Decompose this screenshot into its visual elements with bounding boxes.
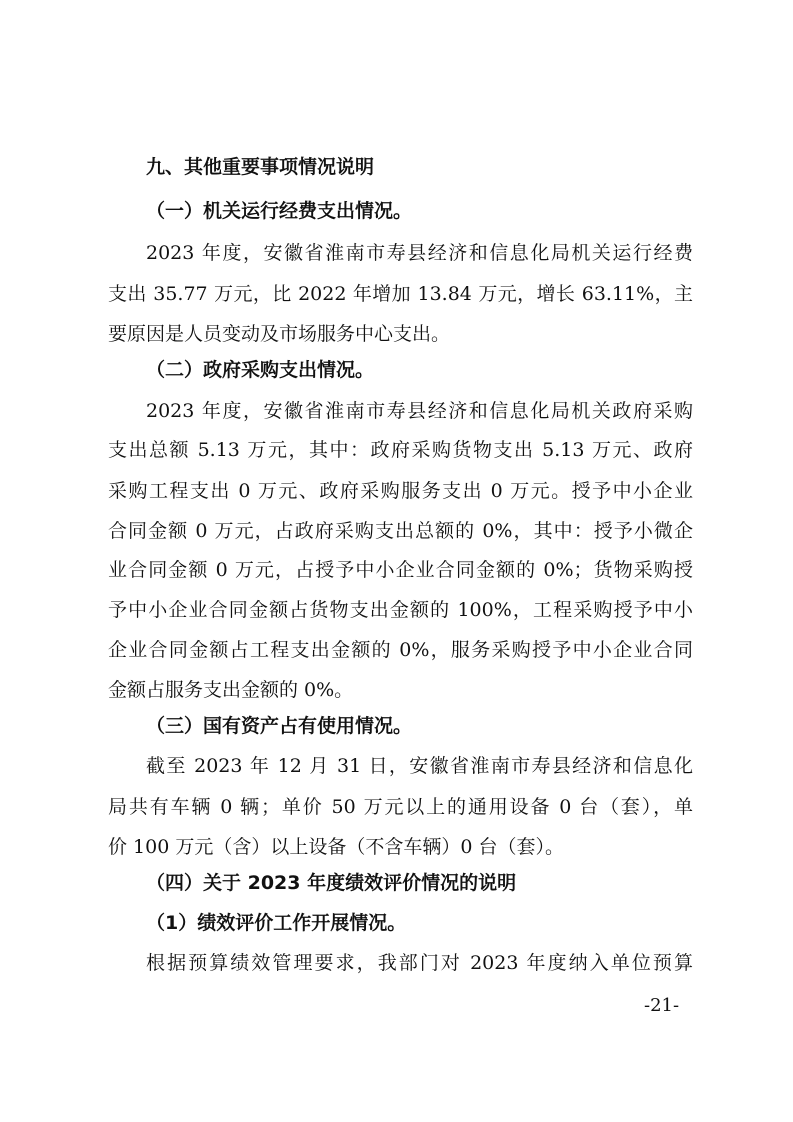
paragraph-line: 合同金额 0 万元，占政府采购支出总额的 0%，其中：授予小微企	[108, 520, 693, 542]
paragraph-line: 根据预算绩效管理要求，我部门对 2023 年度纳入单位预算	[146, 952, 693, 974]
paragraph-line: 2023 年度，安徽省淮南市寿县经济和信息化局机关运行经费	[146, 242, 693, 264]
paragraph-line: 局共有车辆 0 辆；单价 50 万元以上的通用设备 0 台（套），单	[108, 796, 693, 818]
paragraph-line: 支出 35.77 万元，比 2022 年增加 13.84 万元，增长 63.11%，主	[108, 283, 693, 305]
paragraph-line: 采购工程支出 0 万元、政府采购服务支出 0 万元。授予中小企业	[108, 480, 693, 502]
section-3-title: （三）国有资产占有使用情况。	[146, 715, 413, 737]
paragraph-line: 价 100 万元（含）以上设备（不含车辆）0 台（套）。	[108, 836, 564, 858]
section-2-title: （二）政府采购支出情况。	[146, 359, 375, 381]
page-number: -21-	[644, 995, 680, 1016]
paragraph-line: 要原因是人员变动及市场服务中心支出。	[108, 323, 451, 345]
section-4-title: （四）关于 2023 年度绩效评价情况的说明	[146, 872, 517, 894]
section-heading-main: 九、其他重要事项情况说明	[146, 156, 375, 178]
section-4-subtitle: （1）绩效评价工作开展情况。	[146, 912, 407, 934]
paragraph-line: 支出总额 5.13 万元，其中：政府采购货物支出 5.13 万元、政府	[108, 439, 693, 461]
paragraph-line: 企业合同金额占工程支出金额的 0%，服务采购授予中小企业合同	[108, 639, 693, 661]
paragraph-line: 金额占服务支出金额的 0%。	[108, 679, 354, 701]
section-1-title: （一）机关运行经费支出情况。	[146, 200, 413, 222]
paragraph-line: 2023 年度，安徽省淮南市寿县经济和信息化局机关政府采购	[146, 400, 693, 422]
paragraph-line: 业合同金额 0 万元，占授予中小企业合同金额的 0%；货物采购授	[108, 559, 693, 581]
paragraph-line: 予中小企业合同金额占货物支出金额的 100%，工程采购授予中小	[108, 599, 693, 621]
paragraph-line: 截至 2023 年 12 月 31 日，安徽省淮南市寿县经济和信息化	[146, 755, 693, 777]
